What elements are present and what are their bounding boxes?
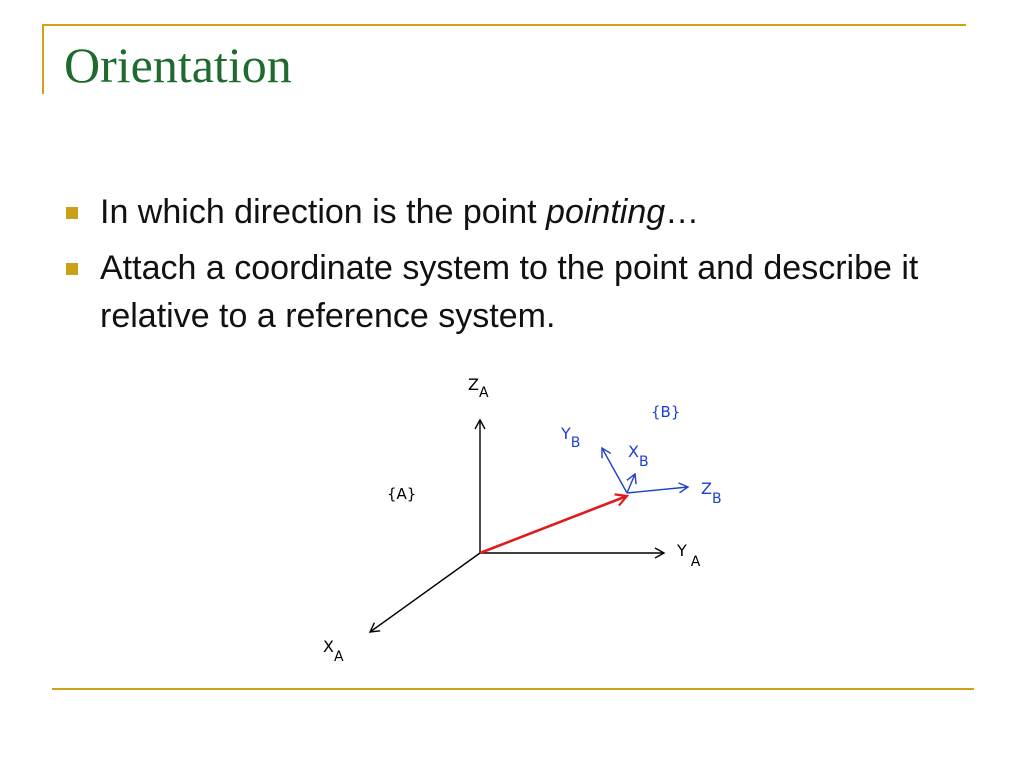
frame-b-y-axis bbox=[602, 448, 627, 493]
footer-rule bbox=[52, 688, 974, 690]
frame-b-x-axis bbox=[627, 474, 635, 493]
bullet-1-text: In which direction is the point bbox=[100, 193, 547, 231]
frame-a-name-label: {A} bbox=[387, 485, 417, 503]
bullet-1-emphasis: pointing bbox=[546, 193, 666, 231]
frame-b-z-label: ZB bbox=[701, 479, 722, 507]
frame-a-y-label: YA bbox=[677, 541, 701, 570]
frame-b-y-label: YB bbox=[561, 424, 581, 451]
bullet-2-text: Attach a coordinate system to the point and describe it relative to a reference system. bbox=[100, 249, 919, 335]
bullet-1-ellipsis: … bbox=[665, 193, 700, 231]
frame-b-z-axis bbox=[627, 487, 688, 493]
frame-a-z-label: ZA bbox=[468, 375, 489, 401]
slide-title: Orientation bbox=[64, 37, 292, 93]
frame-a-x-axis bbox=[370, 553, 480, 632]
frame-a-x-label: XA bbox=[323, 637, 344, 665]
frame-b-name-label: {B} bbox=[651, 403, 681, 421]
frame-b-x-label: XB bbox=[628, 442, 649, 470]
position-vector-arrow bbox=[480, 496, 627, 553]
